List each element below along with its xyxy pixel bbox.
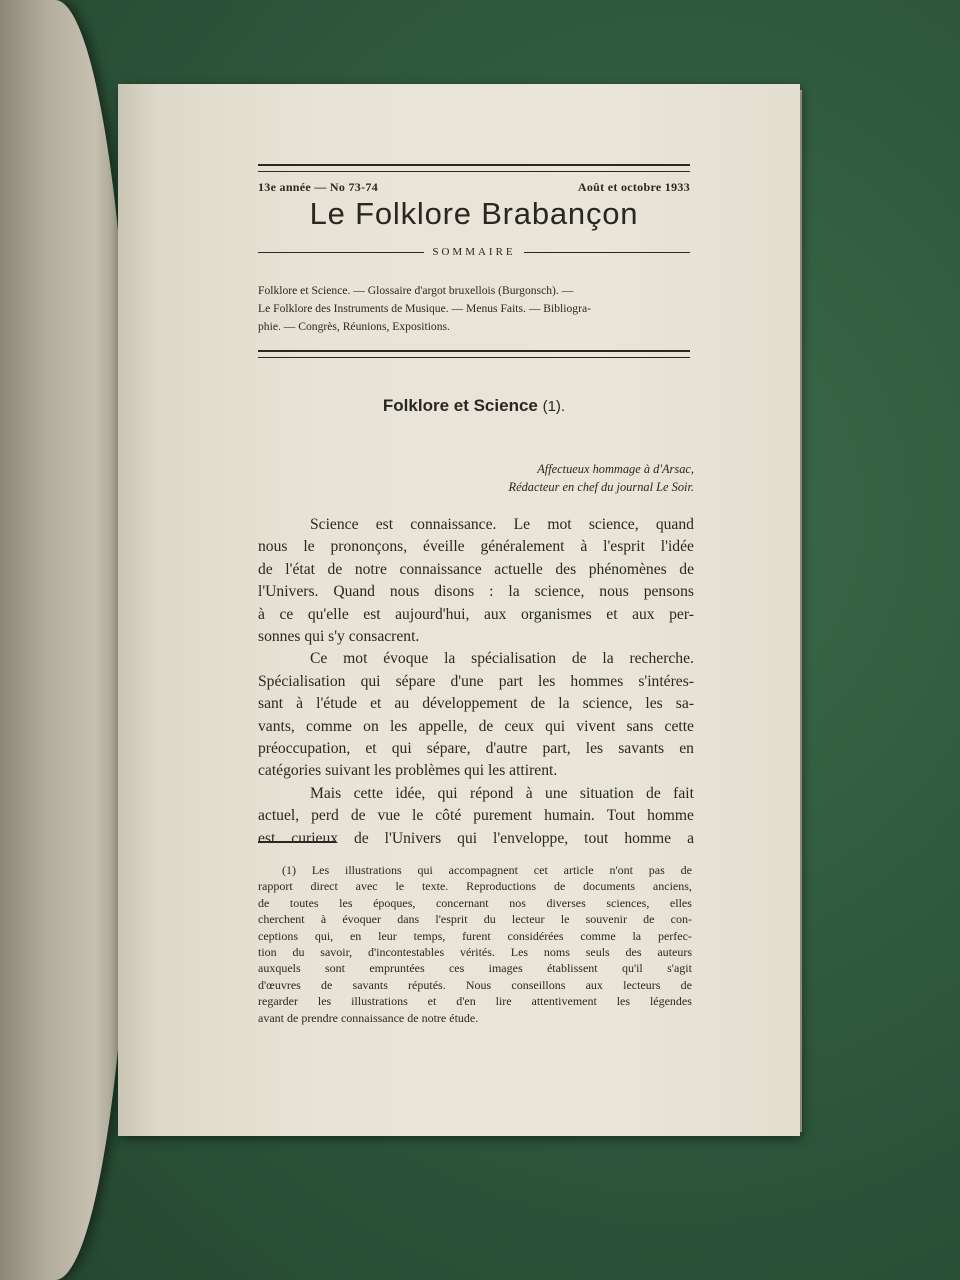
footnote-line: ceptions qui, en leur temps, furent considérées comme la perfec- [258, 928, 692, 943]
footnote-line: tion du savoir, d'incontestables vérités. Les noms seuls des auteurs [258, 945, 692, 960]
body-line: à ce qu'elle est aujourd'hui, aux organismes et aux per- [258, 605, 694, 623]
header-bottom-rule [258, 350, 690, 358]
body-line: vants, comme on les appelle, de ceux qui vivent sans cette [258, 717, 694, 735]
dedication-line: Affectueux hommage à d'Arsac, [537, 462, 694, 476]
body-line: actuel, perd de vue le côté purement humain. Tout homme [258, 807, 694, 825]
article-title-footnote-mark: (1). [542, 398, 566, 415]
dedication [258, 460, 694, 496]
body-line: Mais cette idée, qui répond à une situation de fait [310, 784, 694, 802]
dedication-line: Rédacteur en chef du journal Le Soir. [508, 480, 694, 494]
sommaire-label: SOMMAIRE [432, 246, 516, 258]
footnote-line: auxquels sont empruntées ces images établissent qu'il s'agit [258, 961, 692, 976]
footnote-line: avant de prendre connaissance de notre étude. [258, 1010, 479, 1025]
body-line: sant à l'étude et au développement de la science, les sa- [258, 695, 694, 713]
body-line: catégories suivant les problèmes qui les attirent. [258, 762, 558, 780]
journal-title: Le Folklore Brabançon [309, 196, 639, 231]
footnote-line: rapport direct avec le texte. Reproductions de documents anciens, [258, 879, 692, 894]
body-line: nous le prononçons, éveille généralement à l'esprit l'idée [258, 538, 694, 556]
body-line: est curieux de l'Univers qui l'enveloppe, tout homme a [258, 829, 694, 847]
body-line: de l'état de notre connaissance actuelle des phénomènes de [258, 560, 694, 578]
summary-line: phie. — Congrès, Réunions, Expositions. [258, 320, 450, 333]
body-line: Spécialisation qui sépare d'une part les hommes s'intéres- [258, 672, 694, 690]
sommaire-left-rule [258, 252, 424, 253]
header-top-rule [258, 164, 690, 172]
body-line: l'Univers. Quand nous disons : la science, nous pensons [258, 583, 694, 601]
body-line: préoccupation, et qui sépare, d'autre part, les savants en [258, 740, 694, 758]
table-of-contents [258, 282, 690, 336]
footnote [258, 862, 692, 1026]
article-body [258, 514, 694, 850]
footnote-line: regarder les illustrations et d'en lire attentivement les légendes [258, 994, 692, 1009]
footnote-line: de toutes les époques, concernant nos diverses sciences, elles [258, 895, 692, 910]
summary-line: Folklore et Science. — Glossaire d'argot bruxellois (Burgonsch). — [258, 284, 574, 297]
sommaire-right-rule [524, 252, 690, 253]
body-line: Science est connaissance. Le mot science, quand [310, 516, 694, 533]
footnote-line: (1) Les illustrations qui accompagnent cet article n'ont pas de [282, 863, 692, 877]
body-line: Ce mot évoque la spécialisation de la recherche. [310, 650, 694, 668]
article-title-text: Folklore et Science [382, 396, 538, 415]
article-title [258, 396, 690, 416]
footnote-rule [258, 841, 336, 843]
footnote-line: d'œuvres de savants réputés. Nous conseillons aux lecteurs de [258, 977, 692, 992]
sommaire-heading [258, 246, 690, 258]
issue-number: 13e année — No 73-74 [258, 180, 378, 194]
footnote-line: cherchent à évoquer dans l'esprit du lecteur le souvenir de con- [258, 912, 692, 927]
body-line: sonnes qui s'y consacrent. [258, 628, 420, 646]
issue-date: Août et octobre 1933 [577, 180, 690, 194]
issue-line [258, 180, 690, 195]
summary-line: Le Folklore des Instruments de Musique. — Menus Faits. — Bibliogra- [258, 302, 591, 315]
